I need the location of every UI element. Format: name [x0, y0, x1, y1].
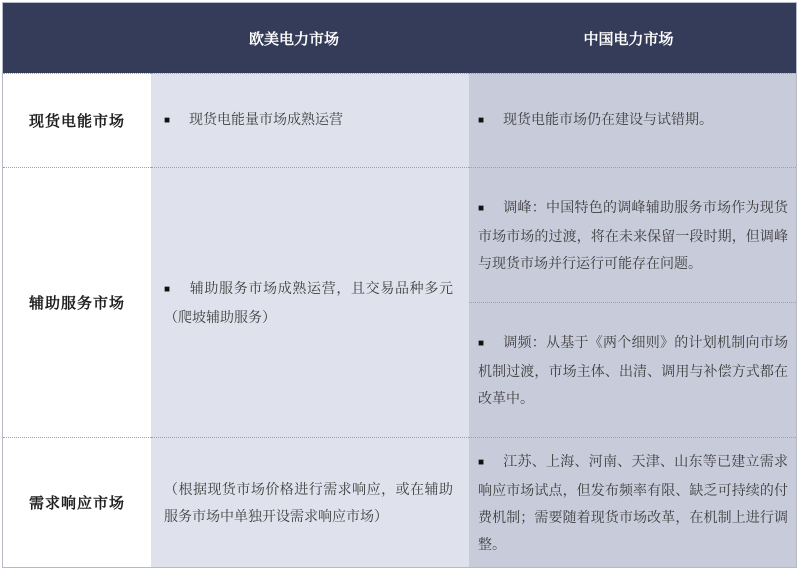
bullet-item — [478, 194, 788, 277]
row-label-text: 辅助服务市场 — [28, 295, 125, 312]
cell-text: 辅助服务市场成熟运营，且交易品种多元（爬坡辅助服务） — [164, 279, 454, 325]
plain-item — [164, 476, 453, 530]
china-item-peak-regulation — [469, 168, 796, 302]
cell-text: 江苏、上海、河南、天津、山东等已建立需求响应市场试点，但发布频率有限、缺乏可持续的付费机制；需要随着现货市场改革，在机制上进行调整。 — [478, 452, 789, 552]
china-cell-spot-energy — [469, 73, 796, 167]
cell-text: 现货电能市场仍在建设与试错期。 — [503, 111, 714, 127]
west-cell-ancillary-services — [151, 167, 469, 437]
china-item — [469, 74, 796, 167]
row-label-text: 需求响应市场 — [28, 495, 125, 512]
china-cell-demand-response — [469, 437, 796, 567]
bullet-item — [164, 106, 453, 135]
square-bullet-icon: ■ — [478, 337, 485, 349]
west-cell-demand-response — [151, 437, 469, 567]
square-bullet-icon: ■ — [164, 115, 171, 126]
row-label-spot-energy — [3, 73, 151, 167]
bullet-item — [164, 275, 453, 331]
header-cell-west — [151, 3, 469, 73]
header-china-label: 中国电力市场 — [583, 30, 674, 48]
row-label-demand-response — [3, 437, 151, 567]
square-bullet-icon: ■ — [478, 202, 485, 214]
china-item — [469, 438, 796, 567]
bullet-item — [478, 329, 788, 412]
china-cell-ancillary-services — [469, 167, 796, 437]
header-cell-blank — [3, 3, 151, 73]
row-label-ancillary-services — [3, 167, 151, 437]
cell-text: 调峰：中国特色的调峰辅助服务市场作为现货市场市场的过渡，将在未来保留一段时期，但调峰与现货市场并行运行可能存在问题。 — [478, 198, 789, 271]
comparison-table — [2, 2, 797, 568]
header-west-label: 欧美电力市场 — [248, 30, 339, 48]
bullet-item — [478, 448, 788, 558]
bullet-item — [478, 106, 788, 135]
square-bullet-icon: ■ — [478, 115, 485, 126]
china-item-frequency-regulation — [469, 302, 796, 437]
cell-text: （根据现货市场价格进行需求响应，或在辅助服务市场中单独开设需求响应市场） — [164, 480, 453, 524]
header-cell-china — [469, 3, 796, 73]
square-bullet-icon: ■ — [164, 283, 171, 295]
row-label-text: 现货电能市场 — [28, 113, 125, 130]
cell-text: 调频：从基于《两个细则》的计划机制向市场机制过渡，市场主体、出清、调用与补偿方式都在改革中。 — [478, 333, 789, 406]
west-cell-spot-energy — [151, 73, 469, 167]
square-bullet-icon: ■ — [478, 456, 485, 468]
cell-text: 现货电能量市场成熟运营 — [189, 111, 344, 127]
